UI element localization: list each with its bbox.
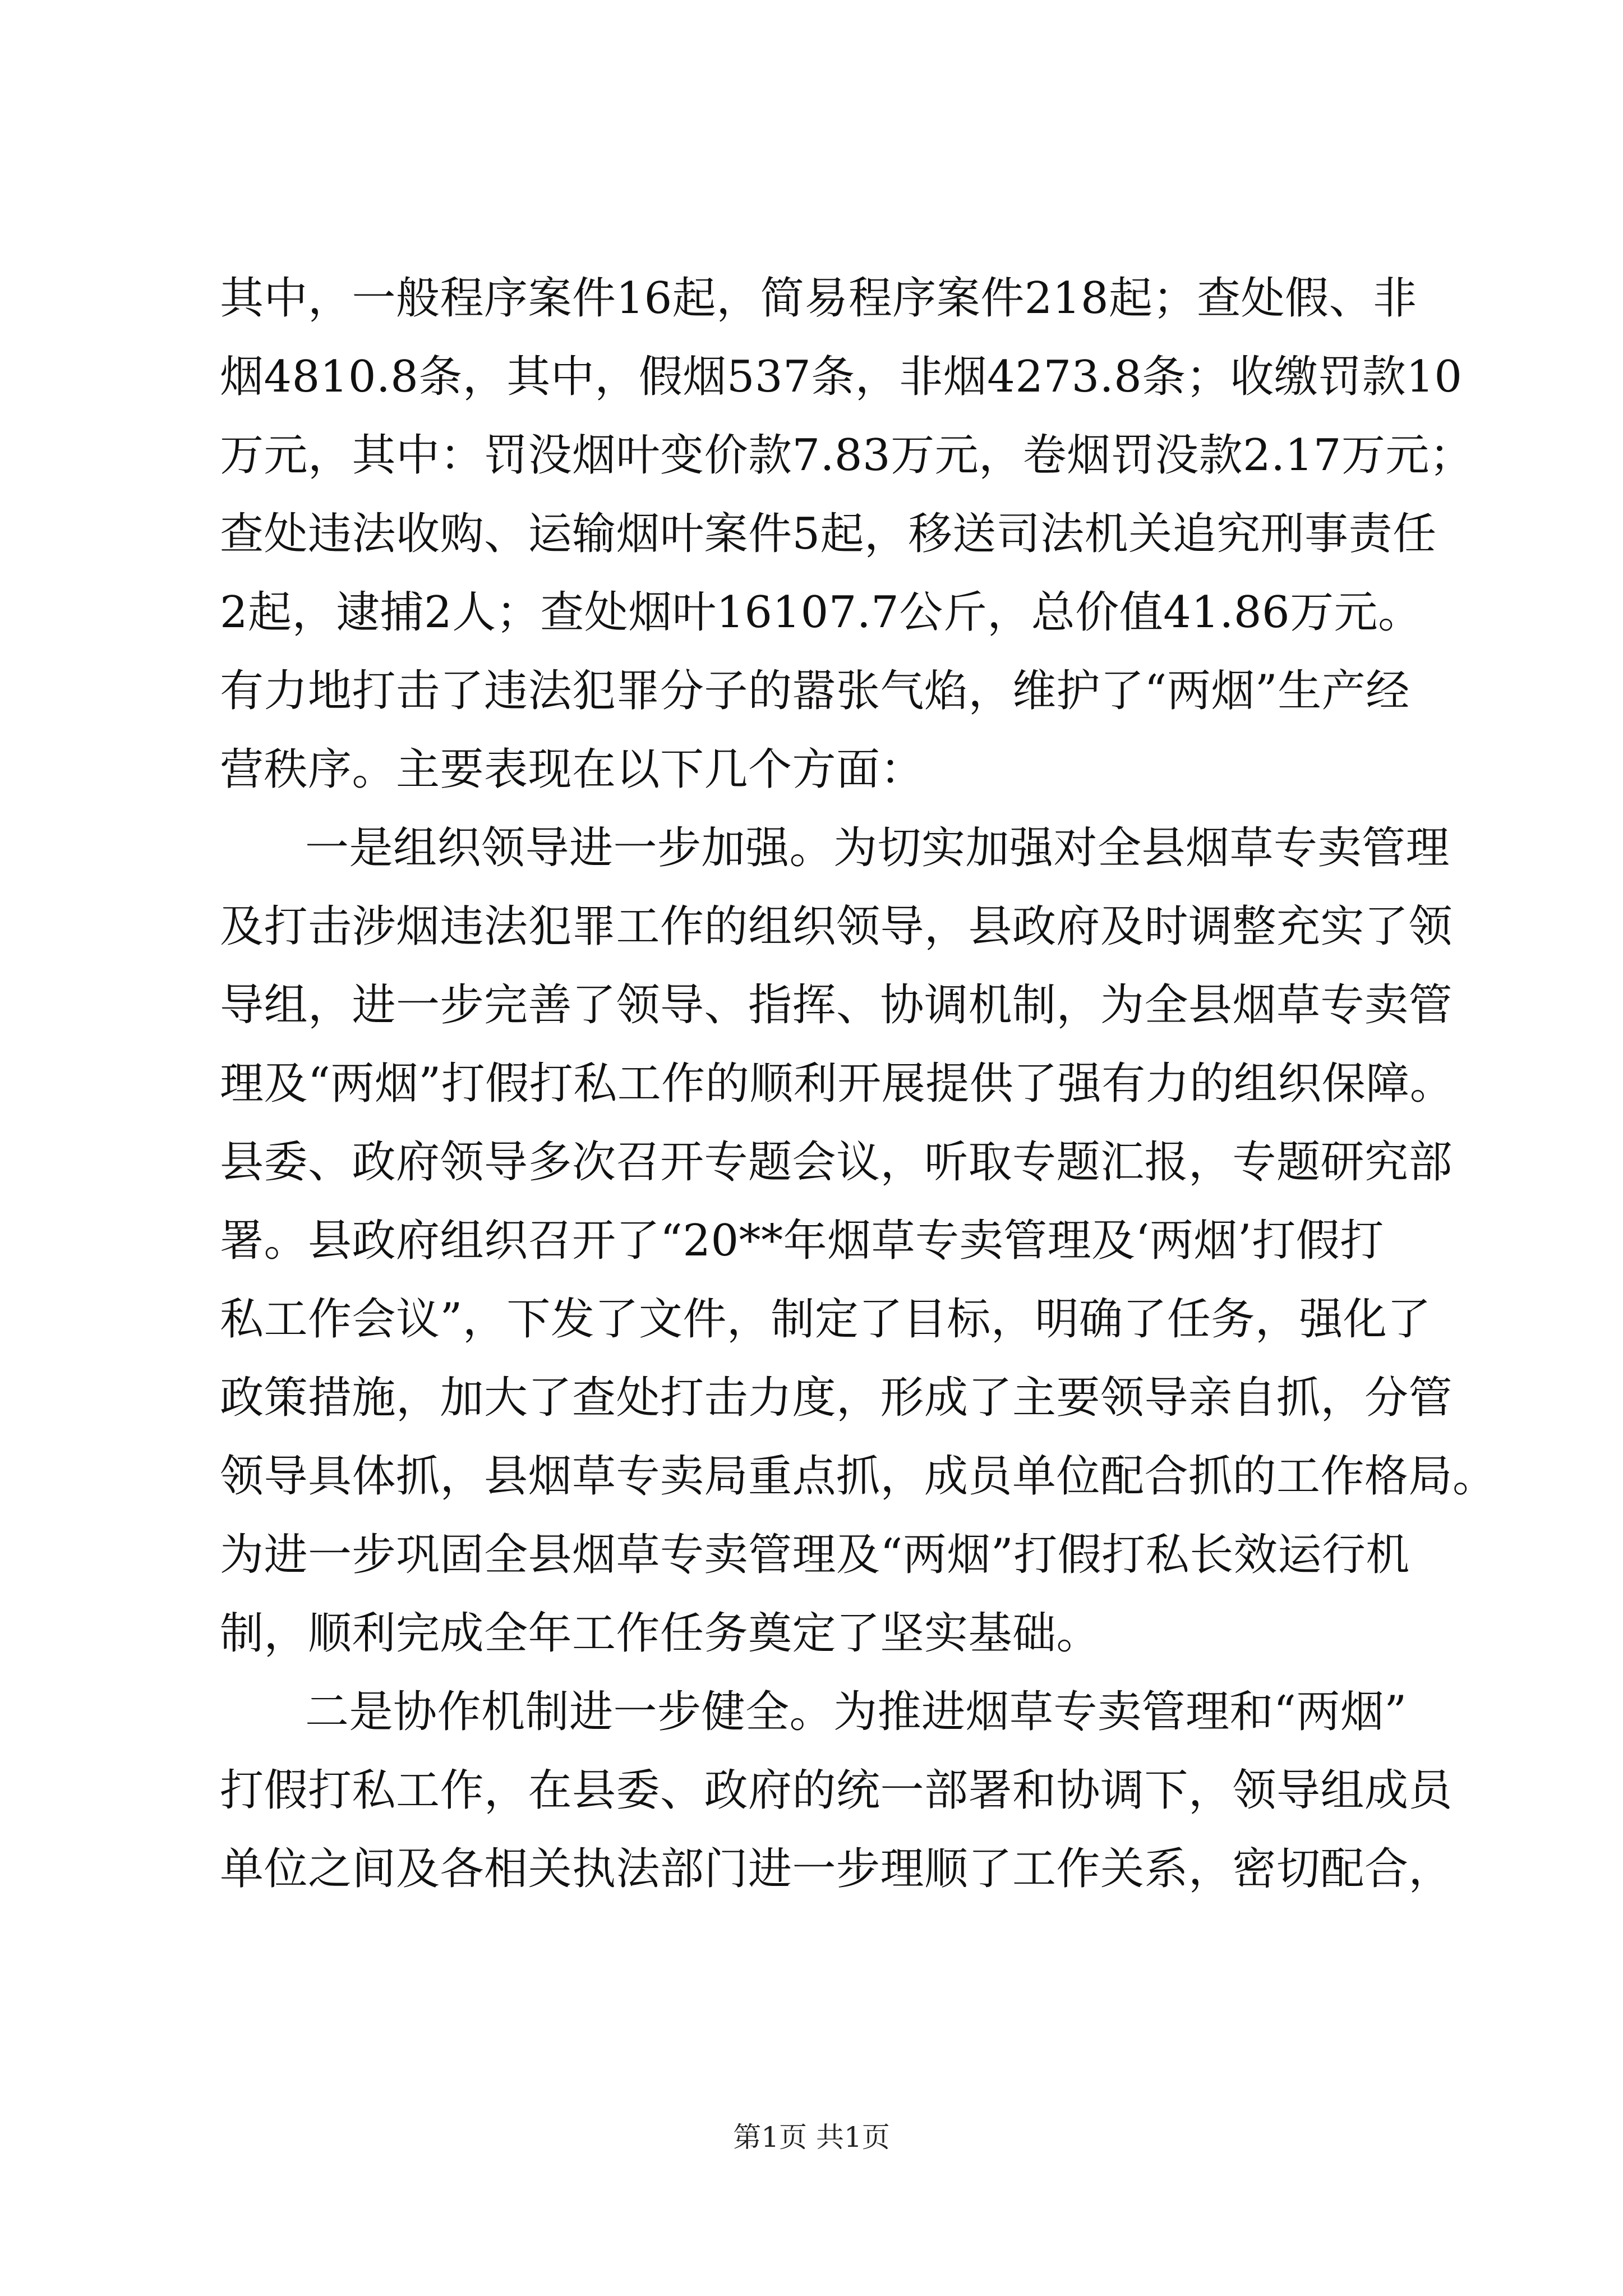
page-number: 第1页 共1页 xyxy=(733,2121,890,2154)
text-line: 其中，一般程序案件16起，简易程序案件218起；查处假、非 xyxy=(220,273,1417,324)
paragraph-organization-leadership xyxy=(220,809,1497,1673)
text-line: 烟4810.8条，其中，假烟537条，非烟4273.8条；收缴罚款10 xyxy=(220,352,1463,402)
text-line: 政策措施，加大了查处打击力度，形成了主要领导亲自抓，分管 xyxy=(220,1373,1453,1423)
paragraph-cooperation-mechanism xyxy=(220,1673,1453,1908)
text-line: 万元，其中：罚没烟叶变价款7.83万元，卷烟罚没款2.17万元； xyxy=(220,430,1474,481)
text-line: 打假打私工作，在县委、政府的统一部署和协调下，领导组成员 xyxy=(220,1765,1453,1816)
text-line: 二是协作机制进一步健全。为推进烟草专卖管理和“两烟” xyxy=(305,1687,1407,1737)
body-text xyxy=(220,259,1497,1908)
text-line: 为进一步巩固全县烟草专卖管理及“两烟”打假打私长效运行机 xyxy=(220,1530,1410,1580)
text-line: 导组，进一步完善了领导、指挥、协调机制，为全县烟草专卖管 xyxy=(220,980,1453,1030)
text-line: 领导具体抓，县烟草专卖局重点抓，成员单位配合抓的工作格局。 xyxy=(220,1451,1497,1502)
text-line: 县委、政府领导多次召开专题会议，听取专题汇报，专题研究部 xyxy=(220,1137,1453,1188)
text-line: 2起，逮捕2人；查处烟叶16107.7公斤，总价值41.86万元。 xyxy=(220,587,1422,638)
text-line: 制，顺利完成全年工作任务奠定了坚实基础。 xyxy=(220,1608,1101,1659)
text-line: 有力地打击了违法犯罪分子的嚣张气焰，维护了“两烟”生产经 xyxy=(220,666,1410,716)
page-footer xyxy=(0,2118,1623,2157)
text-line: 营秩序。主要表现在以下几个方面： xyxy=(220,744,925,795)
paragraph-summary xyxy=(220,259,1474,809)
text-line: 一是组织领导进一步加强。为切实加强对全县烟草专卖管理 xyxy=(305,823,1450,873)
text-line: 私工作会议”，下发了文件，制定了目标，明确了任务，强化了 xyxy=(220,1294,1431,1345)
text-line: 署。县政府组织召开了“20**年烟草专卖管理及‘两烟’打假打 xyxy=(220,1216,1384,1266)
text-line: 查处违法收购、运输烟叶案件5起，移送司法机关追究刑事责任 xyxy=(220,509,1437,559)
text-line: 理及“两烟”打假打私工作的顺利开展提供了强有力的组织保障。 xyxy=(220,1059,1454,1109)
text-line: 单位之间及各相关执法部门进一步理顺了工作关系，密切配合， xyxy=(220,1844,1453,1894)
text-line: 及打击涉烟违法犯罪工作的组织领导，县政府及时调整充实了领 xyxy=(220,901,1453,952)
